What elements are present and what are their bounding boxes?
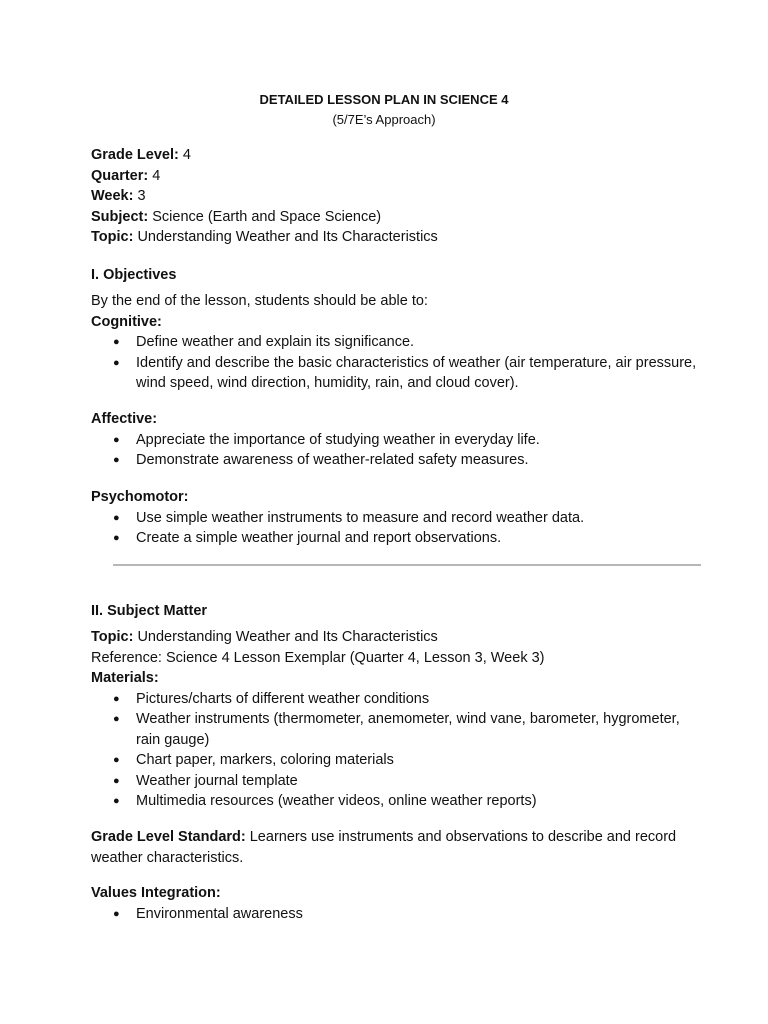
list-item: ● Weather instruments (thermometer, anemometer, wind vane, barometer, hygrometer, rain gauge) [113, 711, 680, 748]
bullet-icon: ● [113, 356, 120, 369]
affective-block [91, 409, 701, 471]
sm-topic-line [91, 627, 701, 648]
sm-topic-label: Topic: [91, 629, 134, 645]
list-item: ● Demonstrate awareness of weather-related safety measures. [91, 450, 701, 471]
reference-line: Reference: Science 4 Lesson Exemplar (Quarter 4, Lesson 3, Week 3) [91, 649, 545, 666]
grade-level-line [91, 145, 701, 166]
list-item: ● Create a simple weather journal and report observations. [91, 528, 701, 549]
grade-level-standard-value: Learners use instruments and observations to describe and record weather characteristics. [91, 829, 677, 866]
subject-line [91, 207, 701, 228]
bullet-icon: ● [113, 511, 120, 524]
subject-matter-heading: II. Subject Matter [91, 603, 208, 619]
topic-value: Understanding Weather and Its Characteristics [133, 229, 438, 245]
grade-level-standard-label: Grade Level Standard: [91, 829, 246, 845]
psychomotor-label: Psychomotor: [91, 489, 189, 505]
lesson-meta [91, 145, 701, 248]
psychomotor-block [91, 487, 701, 549]
objectives-intro: By the end of the lesson, students should be able to: [91, 293, 428, 309]
list-item: ● Identify and describe the basic characteristics of weather (air temperature, air pressure, wind speed, wind direction, humidity, rain, and cloud cover). [113, 354, 697, 391]
grade-level-label: Grade Level: [91, 147, 179, 163]
bullet-icon: ● [113, 433, 120, 446]
quarter-line [91, 166, 701, 187]
subject-value: Science (Earth and Space Science) [148, 208, 382, 225]
subject-matter-body [91, 627, 701, 812]
bullet-icon: ● [113, 336, 120, 348]
section-divider [113, 564, 701, 566]
bullet-icon: ● [113, 454, 120, 466]
list-item: ● Multimedia resources (weather videos, online weather reports) [91, 791, 701, 812]
quarter-label: Quarter: [91, 167, 149, 184]
week-line [91, 186, 701, 207]
subject-matter-section [91, 601, 701, 622]
week-value: 3 [133, 188, 146, 204]
values-integration-block [91, 883, 701, 924]
cognitive-list [91, 332, 701, 394]
document-subtitle: (5/7E’s Approach) [332, 112, 436, 127]
bullet-icon: ● [113, 774, 120, 787]
values-list [91, 904, 701, 925]
values-integration-label: Values Integration: [91, 885, 221, 901]
affective-list [91, 430, 701, 471]
document-title: DETAILED LESSON PLAN IN SCIENCE 4 [259, 92, 509, 107]
objectives-section [91, 265, 701, 286]
grade-level-standard [91, 827, 701, 868]
bullet-icon: ● [113, 907, 120, 920]
list-item: ● Environmental awareness [91, 904, 701, 925]
affective-label: Affective: [91, 411, 158, 427]
subject-label: Subject: [91, 208, 149, 225]
objectives-body [91, 291, 701, 394]
sm-topic-value: Understanding Weather and Its Characteristics [133, 629, 438, 645]
bullet-icon: ● [113, 795, 120, 807]
grade-level-value: 4 [178, 147, 191, 163]
materials-list [91, 689, 701, 812]
topic-label: Topic: [91, 229, 134, 245]
bullet-icon: ● [113, 532, 120, 544]
list-item: ● Use simple weather instruments to measure and record weather data. [91, 508, 701, 529]
quarter-value: 4 [148, 167, 161, 184]
bullet-icon: ● [113, 713, 120, 725]
list-item: ● Define weather and explain its significance. [91, 332, 701, 353]
bullet-icon: ● [113, 754, 120, 766]
list-item: ● Appreciate the importance of studying weather in everyday life. [91, 430, 701, 451]
list-item: ● Pictures/charts of different weather conditions [91, 689, 701, 710]
week-label: Week: [91, 188, 134, 204]
list-item: ● Weather journal template [91, 771, 701, 792]
psychomotor-list [91, 508, 701, 549]
topic-line [91, 227, 701, 248]
list-item: ● Chart paper, markers, coloring materials [91, 750, 701, 771]
cognitive-label: Cognitive: [91, 313, 162, 330]
objectives-heading: I. Objectives [91, 267, 177, 283]
bullet-icon: ● [113, 692, 120, 705]
materials-label: Materials: [91, 670, 159, 686]
